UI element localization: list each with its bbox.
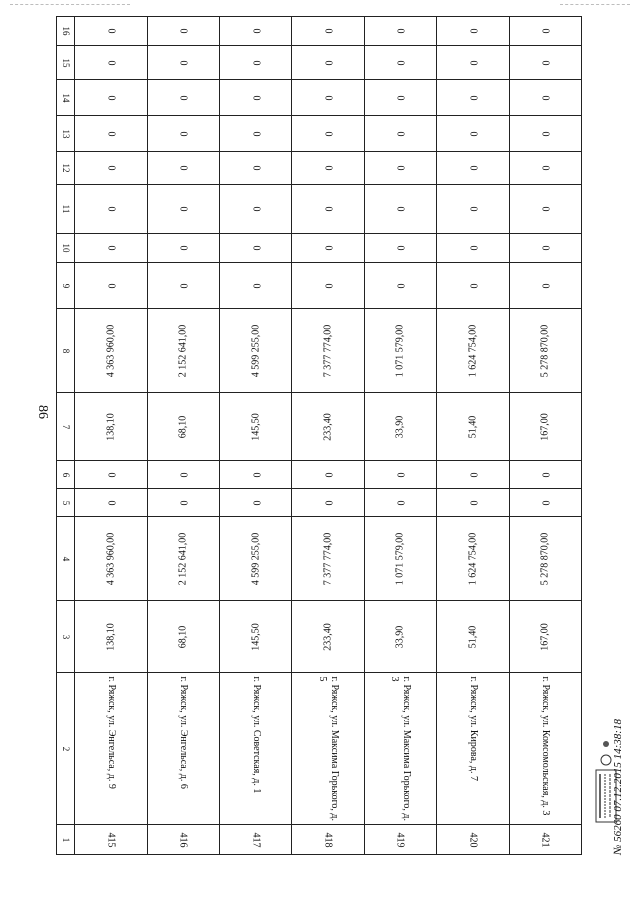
column-header-label: 7	[60, 424, 71, 429]
cell-col-5-text: 0	[322, 500, 334, 505]
cell-col-3-text: 233,40	[322, 622, 334, 651]
cell-col-6-text: 0	[539, 472, 551, 477]
cell-col-16	[509, 17, 581, 46]
address-cell-text: г. Ряжск, ул. Максима Горького, д. 5	[317, 676, 341, 821]
cell-col-6	[509, 461, 581, 489]
row-number	[364, 825, 436, 855]
cell-col-14-text: 0	[105, 95, 117, 100]
cell-col-11-text: 0	[105, 206, 117, 212]
cell-col-8-text: 5 278 870,00	[539, 324, 551, 377]
cell-col-8-text: 7 377 774,00	[322, 324, 334, 377]
cell-col-12-text: 0	[394, 165, 406, 171]
cell-col-4	[364, 517, 436, 601]
cell-col-11-text: 0	[394, 206, 406, 212]
cell-col-7-text: 138,10	[105, 412, 117, 441]
column-header-16	[57, 17, 75, 46]
cell-col-16	[147, 17, 219, 46]
cell-col-12	[364, 152, 436, 185]
cell-col-4	[220, 517, 292, 601]
address-cell	[147, 673, 219, 825]
cell-col-6	[147, 461, 219, 489]
page-number: 86	[35, 405, 50, 419]
cell-col-9	[437, 263, 509, 309]
cell-col-14	[147, 80, 219, 116]
column-header-7	[57, 393, 75, 461]
address-cell	[220, 673, 292, 825]
cell-col-4-text: 4 599 255,00	[250, 532, 262, 585]
address-cell-text: г. Ряжск, ул. Кирова, д. 7	[467, 676, 479, 781]
column-header-label: 16	[60, 26, 71, 36]
cell-col-16-text: 0	[250, 28, 262, 34]
column-header-14	[57, 80, 75, 116]
cell-col-13-text: 0	[539, 131, 551, 136]
cell-col-9	[220, 263, 292, 309]
cell-col-16	[437, 17, 509, 46]
address-cell-text: г. Ряжск, ул. Комсомольская, д. 3	[540, 676, 552, 815]
cell-col-14	[75, 80, 147, 116]
cell-col-11	[437, 185, 509, 234]
cell-col-7	[147, 393, 219, 461]
cell-col-13	[147, 116, 219, 152]
cell-col-7-text: 145,50	[250, 412, 262, 441]
cell-col-9-text: 0	[467, 283, 479, 288]
cell-col-9-text: 0	[539, 283, 551, 288]
column-header-label: 5	[60, 500, 71, 505]
cell-col-15	[364, 46, 436, 80]
cell-col-15-text: 0	[322, 60, 334, 65]
column-header-label: 10	[60, 243, 71, 253]
cell-col-3	[364, 601, 436, 673]
cell-col-8-text: 1 624 754,00	[467, 324, 479, 377]
cell-col-14	[220, 80, 292, 116]
column-header-12	[57, 152, 75, 185]
cell-col-14	[437, 80, 509, 116]
cell-col-10	[220, 234, 292, 263]
cell-col-5-text: 0	[467, 500, 479, 505]
cell-col-6	[292, 461, 364, 489]
column-header-3	[57, 601, 75, 673]
address-cell-text: г. Ряжск, ул. Советская, д. 1	[250, 676, 262, 793]
cell-col-3-text: 51,40	[467, 625, 479, 648]
cell-col-13-text: 0	[250, 131, 262, 136]
address-cell	[292, 673, 364, 825]
cell-col-15-text: 0	[250, 60, 262, 65]
cell-col-16-text: 0	[539, 28, 551, 34]
cell-col-6	[75, 461, 147, 489]
cell-col-4-text: 2 152 641,00	[177, 532, 189, 585]
cell-col-5	[509, 489, 581, 517]
cell-col-5-text: 0	[105, 500, 117, 505]
column-header-8	[57, 309, 75, 393]
column-header-label: 1	[60, 837, 71, 842]
cell-col-11-text: 0	[467, 206, 479, 212]
cell-col-14	[509, 80, 581, 116]
cell-col-10	[292, 234, 364, 263]
cell-col-12	[292, 152, 364, 185]
cell-col-15-text: 0	[539, 60, 551, 65]
row-number-text: 417	[250, 832, 262, 847]
cell-col-6-text: 0	[105, 472, 117, 477]
cell-col-16	[75, 17, 147, 46]
cell-col-15	[509, 46, 581, 80]
cell-col-10-text: 0	[322, 245, 334, 251]
cell-col-4	[147, 517, 219, 601]
column-header-label: 14	[60, 93, 71, 102]
cell-col-8	[364, 309, 436, 393]
cell-col-5-text: 0	[177, 500, 189, 505]
cell-col-14-text: 0	[322, 95, 334, 100]
column-header-label: 13	[60, 129, 71, 138]
cell-col-13	[220, 116, 292, 152]
cell-col-12-text: 0	[322, 165, 334, 171]
cell-col-9	[509, 263, 581, 309]
cell-col-13	[292, 116, 364, 152]
cell-col-11	[75, 185, 147, 234]
cell-col-12	[509, 152, 581, 185]
cell-col-4	[292, 517, 364, 601]
cell-col-7	[509, 393, 581, 461]
cell-col-15-text: 0	[467, 60, 479, 65]
cell-col-13-text: 0	[467, 131, 479, 136]
cell-col-8	[292, 309, 364, 393]
cell-col-10	[437, 234, 509, 263]
row-number-text: 415	[105, 832, 117, 847]
address-cell	[437, 673, 509, 825]
column-header-label: 15	[60, 58, 71, 67]
cell-col-5	[292, 489, 364, 517]
address-cell	[364, 673, 436, 825]
registration-number: № 56260 07.12.2015 14:38:18	[612, 719, 624, 855]
cell-col-12	[220, 152, 292, 185]
cell-col-6	[437, 461, 509, 489]
cell-col-7	[220, 393, 292, 461]
cell-col-9-text: 0	[177, 283, 189, 288]
document-footer	[607, 719, 629, 855]
cell-col-12-text: 0	[105, 165, 117, 171]
cell-col-14	[364, 80, 436, 116]
cell-col-4	[509, 517, 581, 601]
cell-col-8	[75, 309, 147, 393]
cell-col-5	[147, 489, 219, 517]
cell-col-13-text: 0	[177, 131, 189, 136]
cell-col-12-text: 0	[177, 165, 189, 171]
cell-col-14-text: 0	[467, 95, 479, 100]
cell-col-7-text: 68,10	[177, 415, 189, 438]
column-header-6	[57, 461, 75, 489]
cell-col-7	[292, 393, 364, 461]
cell-col-15-text: 0	[105, 60, 117, 65]
cell-col-12	[147, 152, 219, 185]
cell-col-10	[509, 234, 581, 263]
cell-col-15	[75, 46, 147, 80]
address-cell-text: г. Ряжск, ул. Энгельса, д. 6	[178, 676, 190, 789]
cell-col-11-text: 0	[177, 206, 189, 212]
cell-col-9-text: 0	[250, 283, 262, 288]
cell-col-3	[75, 601, 147, 673]
cell-col-3-text: 138,10	[105, 622, 117, 651]
cell-col-15-text: 0	[177, 60, 189, 65]
cell-col-12-text: 0	[539, 165, 551, 171]
cell-col-6-text: 0	[394, 472, 406, 477]
cell-col-10-text: 0	[250, 245, 262, 251]
cell-col-4	[75, 517, 147, 601]
cell-col-10	[147, 234, 219, 263]
cell-col-11	[292, 185, 364, 234]
cell-col-4-text: 5 278 870,00	[539, 532, 551, 585]
cell-col-11-text: 0	[250, 206, 262, 212]
cell-col-3-text: 145,50	[250, 622, 262, 651]
cell-col-14-text: 0	[177, 95, 189, 100]
cell-col-9-text: 0	[322, 283, 334, 288]
column-header-label: 9	[60, 283, 71, 288]
cell-col-14-text: 0	[250, 95, 262, 100]
cell-col-11	[147, 185, 219, 234]
cell-col-9	[364, 263, 436, 309]
cell-col-12-text: 0	[467, 165, 479, 171]
cell-col-8-text: 4 363 960,00	[105, 324, 117, 377]
cell-col-3-text: 33,90	[394, 625, 406, 648]
cell-col-11	[220, 185, 292, 234]
cell-col-3-text: 68,10	[177, 625, 189, 648]
row-number-text: 419	[394, 832, 406, 847]
cell-col-11	[364, 185, 436, 234]
cell-col-11	[509, 185, 581, 234]
column-header-11	[57, 185, 75, 234]
cell-col-3	[437, 601, 509, 673]
cell-col-8	[437, 309, 509, 393]
cell-col-13	[364, 116, 436, 152]
row-number-text: 420	[467, 832, 479, 847]
row-number-text: 416	[177, 832, 189, 847]
row-number	[292, 825, 364, 855]
cell-col-6	[220, 461, 292, 489]
cell-col-8-text: 4 599 255,00	[250, 324, 262, 377]
cell-col-12	[75, 152, 147, 185]
column-header-4	[57, 517, 75, 601]
cell-col-15	[147, 46, 219, 80]
cell-col-8	[147, 309, 219, 393]
column-header-label: 3	[60, 634, 71, 639]
cell-col-6	[364, 461, 436, 489]
cell-col-9	[75, 263, 147, 309]
column-header-10	[57, 234, 75, 263]
cell-col-14-text: 0	[539, 95, 551, 100]
row-number	[220, 825, 292, 855]
cell-col-16-text: 0	[322, 28, 334, 34]
address-cell-text: г. Ряжск, ул. Энгельса, д. 9	[106, 676, 118, 789]
column-header-1	[57, 825, 75, 855]
cell-col-15	[437, 46, 509, 80]
row-number-text: 418	[322, 832, 334, 847]
row-number	[75, 825, 147, 855]
row-number	[147, 825, 219, 855]
column-header-label: 6	[60, 472, 71, 477]
cell-col-13	[75, 116, 147, 152]
cell-col-10-text: 0	[105, 245, 117, 251]
cell-col-16-text: 0	[467, 28, 479, 34]
cell-col-5-text: 0	[394, 500, 406, 505]
column-header-2	[57, 673, 75, 825]
cell-col-16-text: 0	[394, 28, 406, 34]
cell-col-16-text: 0	[177, 28, 189, 34]
cell-col-4	[437, 517, 509, 601]
page-edge-top	[10, 4, 130, 5]
cell-col-6-text: 0	[250, 472, 262, 477]
cell-col-7-text: 33,90	[394, 415, 406, 438]
cell-col-16	[220, 17, 292, 46]
cell-col-13-text: 0	[105, 131, 117, 136]
cell-col-12-text: 0	[250, 165, 262, 171]
cell-col-5	[364, 489, 436, 517]
cell-col-10-text: 0	[539, 245, 551, 251]
cell-col-14	[292, 80, 364, 116]
cell-col-9	[292, 263, 364, 309]
column-header-5	[57, 489, 75, 517]
column-header-9	[57, 263, 75, 309]
cell-col-11-text: 0	[539, 206, 551, 212]
address-cell	[75, 673, 147, 825]
cell-col-16-text: 0	[105, 28, 117, 34]
cell-col-15	[292, 46, 364, 80]
cell-col-3	[220, 601, 292, 673]
row-number	[437, 825, 509, 855]
cell-col-7	[75, 393, 147, 461]
cell-col-13-text: 0	[394, 131, 406, 136]
column-header-label: 8	[60, 348, 71, 353]
cell-col-15	[220, 46, 292, 80]
column-header-label: 2	[60, 746, 71, 751]
cell-col-9	[147, 263, 219, 309]
cell-col-4-text: 7 377 774,00	[322, 532, 334, 585]
cell-col-10-text: 0	[177, 245, 189, 251]
cell-col-12	[437, 152, 509, 185]
cell-col-8-text: 1 071 579,00	[394, 324, 406, 377]
cell-col-3	[292, 601, 364, 673]
cell-col-7	[364, 393, 436, 461]
cell-col-5	[75, 489, 147, 517]
cell-col-4-text: 1 071 579,00	[394, 532, 406, 585]
cell-col-5-text: 0	[539, 500, 551, 505]
cell-col-14-text: 0	[394, 95, 406, 100]
cell-col-7	[437, 393, 509, 461]
cell-col-10	[75, 234, 147, 263]
cell-col-13-text: 0	[322, 131, 334, 136]
cell-col-6-text: 0	[467, 472, 479, 477]
cell-col-8	[220, 309, 292, 393]
page-edge-top-right	[560, 4, 630, 5]
cell-col-9-text: 0	[105, 283, 117, 288]
column-header-label: 4	[60, 556, 71, 561]
cell-col-16	[364, 17, 436, 46]
cell-col-15-text: 0	[394, 60, 406, 65]
cell-col-7-text: 167,00	[539, 412, 551, 441]
row-number	[509, 825, 581, 855]
cell-col-13	[509, 116, 581, 152]
cell-col-5	[437, 489, 509, 517]
cell-col-6-text: 0	[322, 472, 334, 477]
cell-col-7-text: 233,40	[322, 412, 334, 441]
cell-col-13	[437, 116, 509, 152]
cell-col-10-text: 0	[394, 245, 406, 251]
cell-col-5-text: 0	[250, 500, 262, 505]
cell-col-7-text: 51,40	[467, 415, 479, 438]
column-header-15	[57, 46, 75, 80]
cell-col-3-text: 167,00	[539, 622, 551, 651]
cell-col-5	[220, 489, 292, 517]
cell-col-10-text: 0	[467, 245, 479, 251]
address-cell	[509, 673, 581, 825]
column-header-13	[57, 116, 75, 152]
cell-col-10	[364, 234, 436, 263]
cell-col-8-text: 2 152 641,00	[177, 324, 189, 377]
row-number-text: 421	[539, 832, 551, 847]
cell-col-3	[147, 601, 219, 673]
cell-col-4-text: 1 624 754,00	[467, 532, 479, 585]
cell-col-4-text: 4 363 960,00	[105, 532, 117, 585]
data-table	[56, 16, 582, 855]
cell-col-8	[509, 309, 581, 393]
address-cell-text: г. Ряжск, ул. Максима Горького, д. 3	[389, 676, 413, 821]
cell-col-16	[292, 17, 364, 46]
column-header-label: 12	[60, 163, 71, 173]
cell-col-11-text: 0	[322, 206, 334, 212]
cell-col-9-text: 0	[394, 283, 406, 288]
cell-col-3	[509, 601, 581, 673]
cell-col-6-text: 0	[177, 472, 189, 477]
column-header-label: 11	[60, 204, 71, 214]
